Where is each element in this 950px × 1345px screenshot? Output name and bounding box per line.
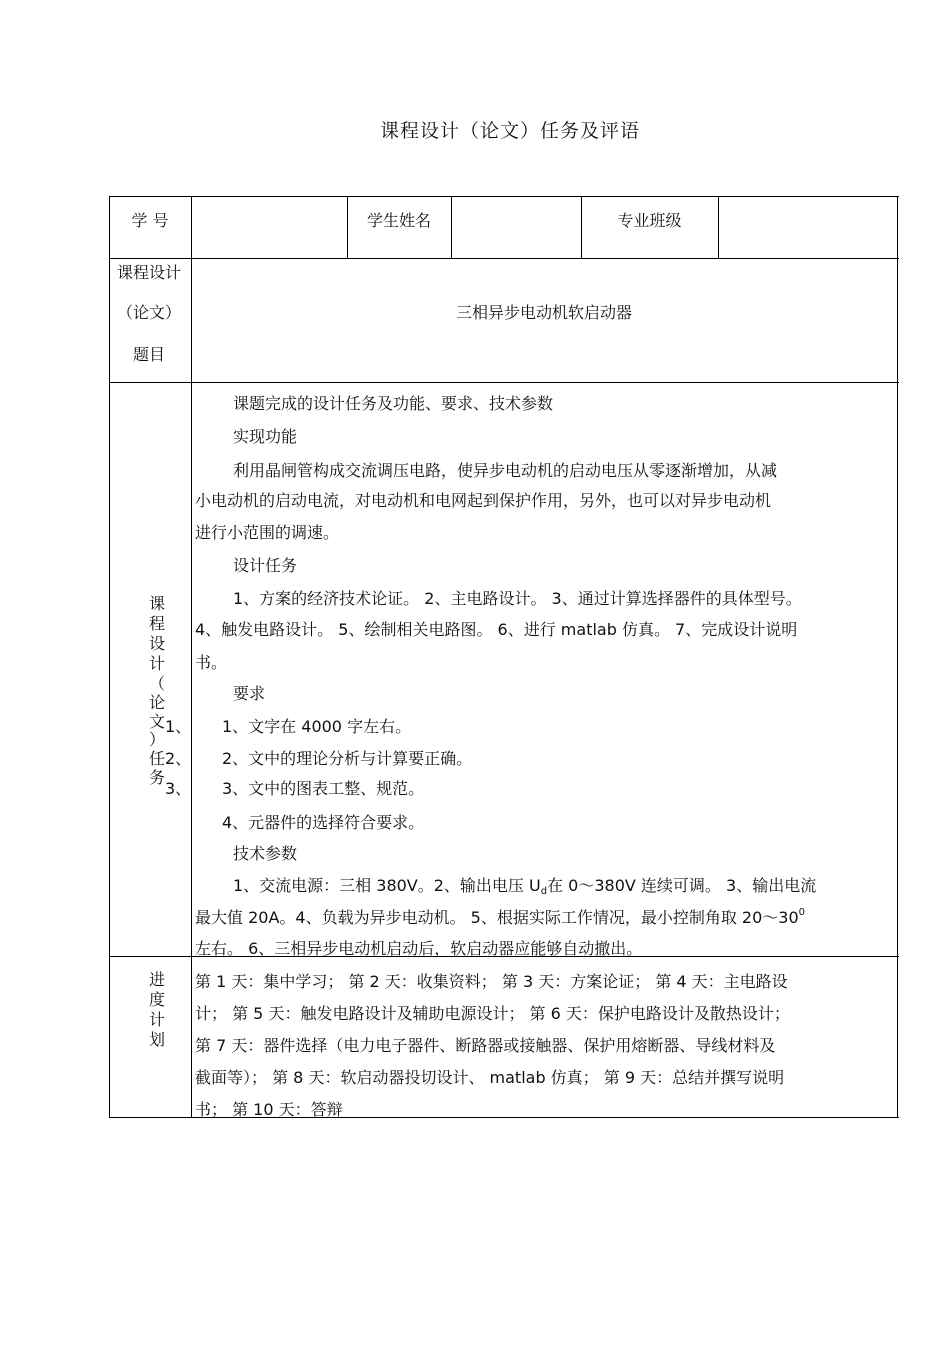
task-label-char: 文 xyxy=(148,712,165,731)
subscript-d: d xyxy=(540,886,548,897)
schedule-text-line: 截面等）； 第 8 天：软启动器投切设计、 matlab 仿真； 第 9 天：总结并撰写说明 xyxy=(195,1068,785,1087)
schedule-text-line: 计； 第 5 天：触发电路设计及辅助电源设计； 第 6 天：保护电路设计及散热设计； xyxy=(195,1004,790,1023)
table-divider xyxy=(109,258,899,259)
task-text-line: 3、文中的图表工整、规范。 xyxy=(222,779,425,798)
table-border-right xyxy=(897,196,898,1118)
task-text-line: 小电动机的启动电流，对电动机和电网起到保护作用，另外，也可以对异步电动机 xyxy=(195,491,772,510)
task-label-char: 程 xyxy=(148,614,165,633)
table-border-top xyxy=(109,196,899,197)
task-text-line: 书。 xyxy=(195,653,228,672)
schedule-text-line: 第 7 天：器件选择（电力电子器件、断路器或接触器、保护用熔断器、导线材料及 xyxy=(195,1036,776,1055)
table-border-left xyxy=(109,196,110,1118)
task-label-char: 计 xyxy=(148,654,165,673)
task-label-overlap: 1、 xyxy=(165,717,192,736)
task-text-line: 设计任务 xyxy=(233,556,298,575)
topic-title: 三相异步电动机软启动器 xyxy=(455,303,632,322)
task-text-line xyxy=(195,905,805,928)
task-label-char: 课 xyxy=(148,594,165,613)
task-text-line: 技术参数 xyxy=(233,844,298,863)
spec-text: 最大值 20A。4、负载为异步电动机。 5、根据实际工作情况，最小控制角取 20～30 xyxy=(195,908,799,927)
task-label-char: 务 xyxy=(148,768,165,787)
task-text-line: 4、触发电路设计。 5、绘制相关电路图。 6、进行 matlab 仿真。 7、完成设计说明 xyxy=(195,620,798,639)
table-divider xyxy=(718,196,719,258)
task-label-char: ） xyxy=(148,730,165,749)
page-title: 课程设计（论文）任务及评语 xyxy=(379,120,640,142)
task-label-overlap: 3、 xyxy=(165,779,192,798)
student-id-label: 学 号 xyxy=(131,211,169,230)
task-text-line xyxy=(233,873,816,897)
table-divider xyxy=(451,196,452,258)
task-label-char: （ xyxy=(148,674,165,693)
table-divider xyxy=(109,382,899,383)
topic-label-line: 题目 xyxy=(132,345,165,364)
schedule-text-line: 书； 第 10 天：答辩 xyxy=(195,1100,343,1119)
task-label-overlap: 2、 xyxy=(165,749,192,768)
task-text-line: 左右。 6、三相异步电动机启动后，软启动器应能够自动撤出。 xyxy=(195,939,643,958)
task-text-line: 4、元器件的选择符合要求。 xyxy=(222,813,425,832)
task-label-char: 任 xyxy=(148,749,165,768)
schedule-label-char: 进 xyxy=(148,970,165,989)
spec-text: 在 0～380V 连续可调。 3、输出电流 xyxy=(547,876,817,895)
topic-label-line: 课程设计 xyxy=(116,263,181,282)
table-divider xyxy=(191,196,192,1118)
schedule-label-char: 划 xyxy=(148,1030,165,1049)
schedule-label-char: 度 xyxy=(148,990,165,1009)
topic-label-line: （论文） xyxy=(116,303,181,322)
task-label-char: 设 xyxy=(148,634,165,653)
task-text-line: 要求 xyxy=(233,684,266,703)
task-text-line: 1、文字在 4000 字左右。 xyxy=(222,717,412,736)
student-name-label: 学生姓名 xyxy=(366,211,431,230)
task-text-line: 课题完成的设计任务及功能、要求、技术参数 xyxy=(233,394,554,413)
schedule-label-char: 计 xyxy=(148,1010,165,1029)
major-class-label: 专业班级 xyxy=(617,211,682,230)
task-text-line: 2、文中的理论分析与计算要正确。 xyxy=(222,749,473,768)
task-form-table xyxy=(109,196,899,1118)
superscript-degree: 0 xyxy=(798,907,806,918)
task-text-line: 进行小范围的调速。 xyxy=(195,523,340,542)
task-text-line: 实现功能 xyxy=(233,427,298,446)
task-label-char: 论 xyxy=(148,693,165,712)
spec-text: 1、交流电源：三相 380V。2、输出电压 U xyxy=(233,876,541,895)
schedule-text-line: 第 1 天：集中学习； 第 2 天：收集资料； 第 3 天：方案论证； 第 4 天：主电路设 xyxy=(195,972,788,991)
task-text-line: 1、方案的经济技术论证。 2、主电路设计。 3、通过计算选择器件的具体型号。 xyxy=(233,589,802,608)
task-text-line: 利用晶闸管构成交流调压电路，使异步电动机的启动电压从零逐渐增加，从减 xyxy=(233,461,778,480)
